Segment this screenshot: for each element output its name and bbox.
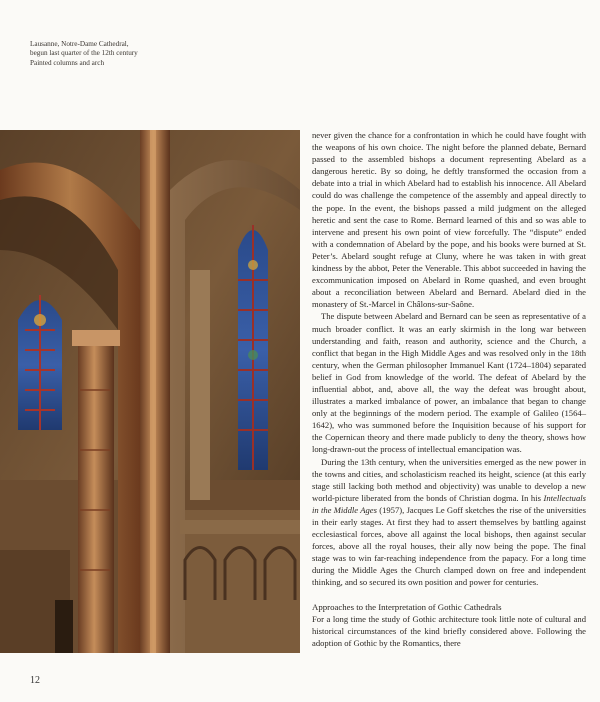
caption-line: Lausanne, Notre-Dame Cathedral,	[30, 40, 129, 48]
caption-line: Painted columns and arch	[30, 58, 105, 67]
book-title: Intellectuals in the Middle Ages	[312, 492, 586, 515]
paragraph-text: During the 13th century, when the universities emerged as the new power in the towns and cities, and scholasticism reached its height, science (at this early stage still lacking both method and objectivity) was unable to develop a new world-picture liberated from the bonds of Christian dogma. In his	[312, 456, 586, 503]
cathedral-interior-photo	[0, 130, 300, 653]
paragraph-text: (1957), Jacques Le Goff sketches the rise of the universities in their early stages. At first they had to assert themselves by battling against ecclesiastical forces, above all against the local bishops, then against secular forces, above all the royal houses, their ally now being the pope. The final stage was to win far-reaching independence from the papacy. For a long time during the Middle Ages the Church clamped down on free and independent thinking, and so secured its own position and power for centuries.	[312, 504, 586, 588]
caption-line: begun last quarter of the 12th century	[30, 49, 138, 58]
paragraph: never given the chance for a confrontation in which he could have fought with the weapons of his own choice. The night before the planned debate, Bernard passed to the assembled bishops a document representing Abelard as a dangerous heretic. By so doing, he deftly transformed the occasion from a debate into a trial in which Abelard had to establish his innocence. All Abelard could do was challenge the competence of the assembly and appeal directly to the pope. In the event, the bishops passed a mild judgment on the alleged heretic and sent the case to Rome. Bernard learned of this and so was able to intervene and present his own point of view forcefully. The “dispute” ended with a condemnation of Abelard by the pope, and his books were burned at St. Peter’s. Abelard sought refuge at Cluny, where he was taken in with great kindness by the abbot, Peter the Venerable. This abbot succeeded in having the excommunication imposed on Abelard in Rome quashed, and even brought about a reconciliation between Abelard and Bernard. Abelard died in the monastery of St.-Marcel in Châlons-sur-Saône.	[312, 130, 586, 310]
section-heading: Approaches to the Interpretation of Gothic Cathedrals	[312, 601, 502, 612]
figure-caption	[30, 40, 138, 68]
page-number: 12	[30, 675, 40, 686]
paragraph	[312, 456, 586, 589]
paragraph: The dispute between Abelard and Bernard can be seen as representative of a much broader conflict. It was an early skirmish in the long war between understanding and faith, reason and authority, science and the Church, a conflict that began in the High Middle Ages and was resolved only in the 18th century, when the German philosopher Immanuel Kant (1724–1804) separated belief in God from knowledge of the world. The defeat of Abelard by the influential abbot, and, above all, the way the defeat was brought about, illustrates a marked imbalance of power, an imbalance that began to change only at the beginnings of the modern period. The example of Galileo (1564–1642), who was summoned before the Inquisition because of his support for the Copernican theory and there made publicly to deny the theory, shows how long-drawn-out the process of intellectual emancipation was.	[312, 311, 586, 455]
body-text	[312, 129, 586, 649]
paragraph: For a long time the study of Gothic architecture took little note of cultural and historical circumstances of the kind briefly considered above. Following the adoption of Gothic by the Romantics, there	[312, 613, 586, 648]
